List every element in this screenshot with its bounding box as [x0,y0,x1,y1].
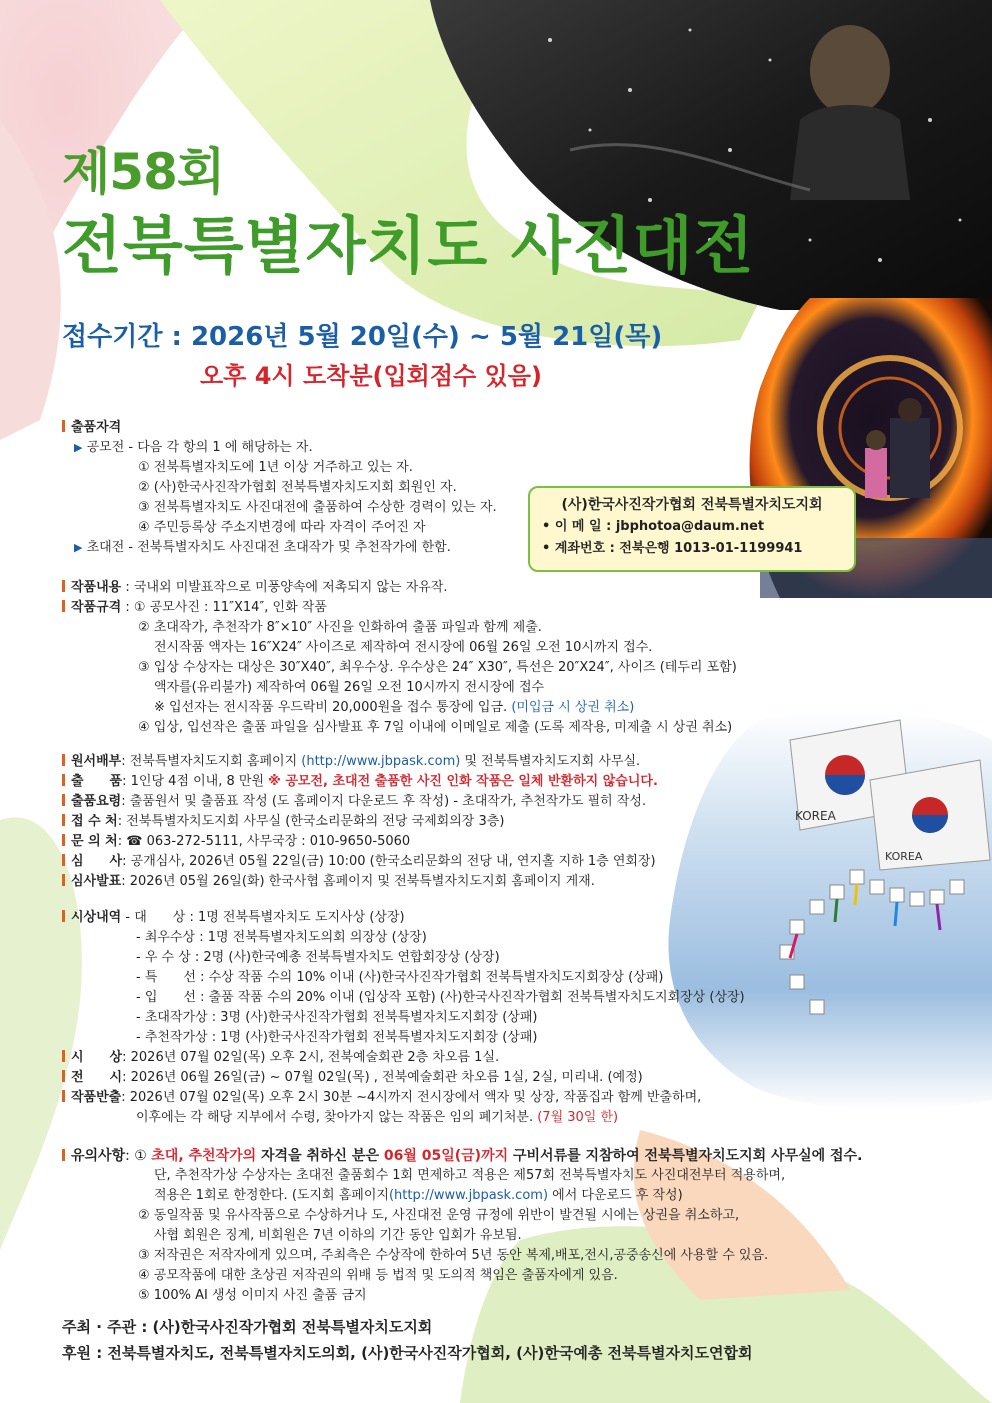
note-red-1: 초대, 추천작가의 [151,1148,257,1164]
info-label: 심사발표 [71,874,122,889]
submission-period: 접수기간 : 2026년 5월 20일(수) ~ 5월 21일(목) [62,322,663,352]
section-bar-icon [62,580,65,592]
info-text: : 공개심사, 2026년 05월 22일(금) 10:00 (한국소리문화의 전당 내, 연지홀 지하 1층 연회장) [122,854,656,869]
notes-section [62,1146,862,1306]
triangle-bullet-icon: ▶ [74,441,83,454]
info-label: 출 품 [71,774,123,789]
section-bar-icon [62,1050,65,1062]
section-bar-icon [62,910,65,922]
section-bar-icon [62,1149,65,1161]
works-spec-2: ② 초대작가, 추천작가 8″×10″ 사진을 인화하여 출품 파일과 함께 제출. [138,620,542,635]
sponsor-line: 후원 : 전북특별자치도, 전북특별자치도의회, (사)한국사진작가협회, (사)한국예총 전북특별자치도연합회 [62,1344,753,1362]
award-item: - 입 선 : 출품 작품 수의 20% 이내 (입상작 포함) (사)한국사진작가협회 전북특별자치도지회장상 (상장) [136,990,745,1005]
works-spec-3b: 액자를(유리불가) 제작하여 06월 26일 오전 10시까지 전시장에 접수 [154,680,545,695]
schedule-label: 작품반출 [71,1090,122,1105]
eligibility-section [62,418,497,558]
works-content-label: 작품내용 [71,580,122,595]
schedule-label: 전 시 [71,1070,123,1085]
section-bar-icon [62,1070,65,1082]
section-bar-icon [62,1090,65,1102]
bank-account: 전북은행 1013-01-1199941 [619,541,803,556]
award-item: - 대 상 : 1명 전북특별자치도 도지사상 (상장) [125,910,405,925]
schedule-text: : 2026년 06월 26일(금) ~ 07월 02일(목) , 전북예술회관 차오름 1실, 2실, 미리내. (예정) [122,1070,643,1085]
edition-title: 제58회 [62,143,225,201]
works-spec-1: : ① 공모사진 : 11″X14″, 인화 작품 [125,600,327,615]
note-5: ⑤ 100% AI 생성 이미지 사진 출품 금지 [138,1288,367,1303]
section-bar-icon [62,834,65,846]
note-1c-pre: 적용은 1회로 한정한다. (도지회 홈페이지 [154,1188,389,1203]
info-label: 출품요령 [71,794,122,809]
section-bar-icon [62,874,65,886]
kite-label-2: KOREA [885,850,923,863]
section-bar-icon [62,600,65,612]
info-text: : 전북특별자치도지회 사무실 (한국소리문화의 전당 국제회의장 3층) [117,814,505,829]
eligibility-item: ① 전북특별자치도에 1년 이상 거주하고 있는 자. [138,460,413,475]
note-red-2: 06월 05일(금)까지 [383,1148,509,1164]
eligibility-item: ④ 주민등록상 주소지변경에 따라 자격이 주어진 자 [138,520,426,535]
note-post: 구비서류를 지참하여 전북특별자치도지회 사무실에 접수. [508,1148,863,1164]
section-bar-icon [62,420,65,432]
homepage-link[interactable]: (http://www.jbpask.com) [301,754,461,769]
account-label: • 계좌번호 : [542,541,615,556]
award-item: - 특 선 : 수상 작품 수의 10% 이내 (사)한국사진작가협회 전북특별자치도지회장상 (상패) [136,970,664,985]
note-1b: 단, 추천작가상 수상자는 초대전 출품회수 1회 면제하고 적용은 제57회 전북특별자치도 사진대전부터 적용하며, [154,1168,786,1183]
contact-box [528,486,856,572]
note-1c-post: 에서 다운로드 후 작성) [548,1188,683,1203]
works-spec-3: ③ 입상 수상자는 대상은 30″X40″, 최우수상. 우수상은 24″ X30″, 특선은 20″X24″, 사이즈 (테두리 포함) [138,660,737,675]
section-bar-icon [62,774,65,786]
email-label: • 이 메 일 : [542,519,612,534]
award-item: - 초대작가상 : 3명 (사)한국사진작가협회 전북특별자치도지회장 (상패) [136,1010,538,1025]
eligibility-item: ② (사)한국사진작가협회 전북특별자치도지회 회원인 자. [138,480,457,495]
return-note: (7월 30일 한) [537,1110,619,1125]
info-text: : 출품원서 및 출품표 작성 (도 홈페이지 다운로드 후 작성) - 초대작가, 추천작가도 필히 작성. [121,794,647,809]
invited-contest-label: 초대전 - 전북특별자치도 사진대전 초대작가 및 추천작가에 한함. [86,540,451,555]
contact-title: (사)한국사진작가협회 전북특별자치도지회 [561,497,823,513]
awards-label: 시상내역 [71,910,122,925]
section-bar-icon [62,814,65,826]
notes-label: 유의사항 [71,1148,126,1164]
info-label: 원서배부 [71,754,122,769]
schedule-label: 시 상 [71,1050,123,1065]
award-item: - 추천작가상 : 1명 (사)한국사진작가협회 전북특별자치도지회장 (상패) [136,1030,538,1045]
triangle-bullet-icon: ▶ [74,541,83,554]
info-section [62,752,658,892]
schedule-text: : 2026년 07월 02일(목) 오후 2시, 전북예술회관 2층 차오름 1실. [122,1050,500,1065]
info-label: 문 의 처 [71,834,118,849]
schedule-text: : 2026년 07월 02일(목) 오후 2시 30분 ~4시까지 전시장에서 액자 및 상장, 작품집과 함께 반출하며, [121,1090,702,1105]
works-spec-label: 작품규격 [71,600,122,615]
info-text: : 2026년 05월 26일(화) 한국사협 홈페이지 및 전북특별자치도지회 홈페이지 게재. [121,874,595,889]
award-item: - 우 수 상 : 2명 (사)한국예총 전북특별자치도 연합회장상 (상장) [136,950,500,965]
section-bar-icon [62,854,65,866]
note-4: ④ 공모작품에 대한 초상권 저작권의 위배 등 법적 및 도의적 책임은 출품자에게 있음. [138,1268,618,1283]
works-spec-4: ④ 입상, 입선작은 출품 파일을 심사발표 후 7일 이내에 이메일로 제출 (도록 제작용, 미제출 시 상권 취소) [138,720,733,735]
works-spec-3c: ※ 입선자는 전시작품 우드락비 20,000원을 접수 통장에 입금. [154,700,508,715]
note-mid: 자격을 취하신 분은 [256,1148,384,1164]
info-label: 접 수 처 [71,814,118,829]
section-bar-icon [62,754,65,766]
eligibility-item: ③ 전북특별자치도 사진대전에 출품하여 수상한 경력이 있는 자. [138,500,497,515]
works-spec-3c-note: (미입금 시 상권 취소) [511,700,635,715]
return-line-2: 이후에는 각 해당 지부에서 수령, 찾아가지 않는 작품은 임의 폐기처분. [136,1110,534,1125]
info-label: 심 사 [71,854,123,869]
info-text: : ☎ 063-272-5111, 사무국장 : 010-9650-5060 [117,834,411,849]
open-contest-label: 공모전 - 다음 각 항의 1 에 해당하는 자. [86,440,313,455]
eligibility-label: 출품자격 [71,420,122,435]
info-text-after: 및 전북특별자치도지회 사무실. [460,754,641,769]
award-item: - 최우수상 : 1명 전북특별자치도의회 의장상 (상장) [136,930,427,945]
kite-label-1: KOREA [795,809,836,823]
submission-deadline: 오후 4시 도착분(입회점수 있음) [200,362,542,390]
contact-email[interactable]: jbphotoa@daum.net [615,519,765,534]
note-prefix: : ① [125,1148,152,1164]
works-content: : 국내외 미발표작으로 미풍양속에 저촉되지 않는 자유작. [125,580,448,595]
works-spec-2b: 전시작품 액자는 16″X24″ 사이즈로 제작하여 전시장에 06월 26일 오전 10시까지 접수. [154,640,653,655]
note-2: ② 동일작품 및 유사작품으로 수상하거나 도, 사진대전 운영 규정에 위반이 발견될 시에는 상권을 취소하고, [138,1208,740,1223]
note-2b: 사협 회원은 징계, 비회원은 7년 이하의 기간 동안 입회가 유보됨. [154,1228,522,1243]
info-text: : 1인당 4점 이내, 8 만원 [122,774,269,789]
note-homepage-link[interactable]: (http://www.jbpask.com) [388,1188,549,1203]
info-text: : 전북특별자치도지회 홈페이지 [121,754,302,769]
host-line: 주최 · 주관 : (사)한국사진작가협회 전북특별자치도지회 [62,1318,433,1336]
works-section [62,578,737,738]
no-return-warning: ※ 공모전, 초대전 출품한 사진 인화 작품은 일체 반환하지 않습니다. [268,774,658,789]
main-title: 전북특별자치도 사진대전 [62,209,755,282]
awards-section [62,908,745,1128]
section-bar-icon [62,794,65,806]
note-3: ③ 저작권은 저작자에게 있으며, 주최측은 수상작에 한하여 5년 동안 복제,배포,전시,공중송신에 사용할 수 있음. [138,1248,769,1263]
